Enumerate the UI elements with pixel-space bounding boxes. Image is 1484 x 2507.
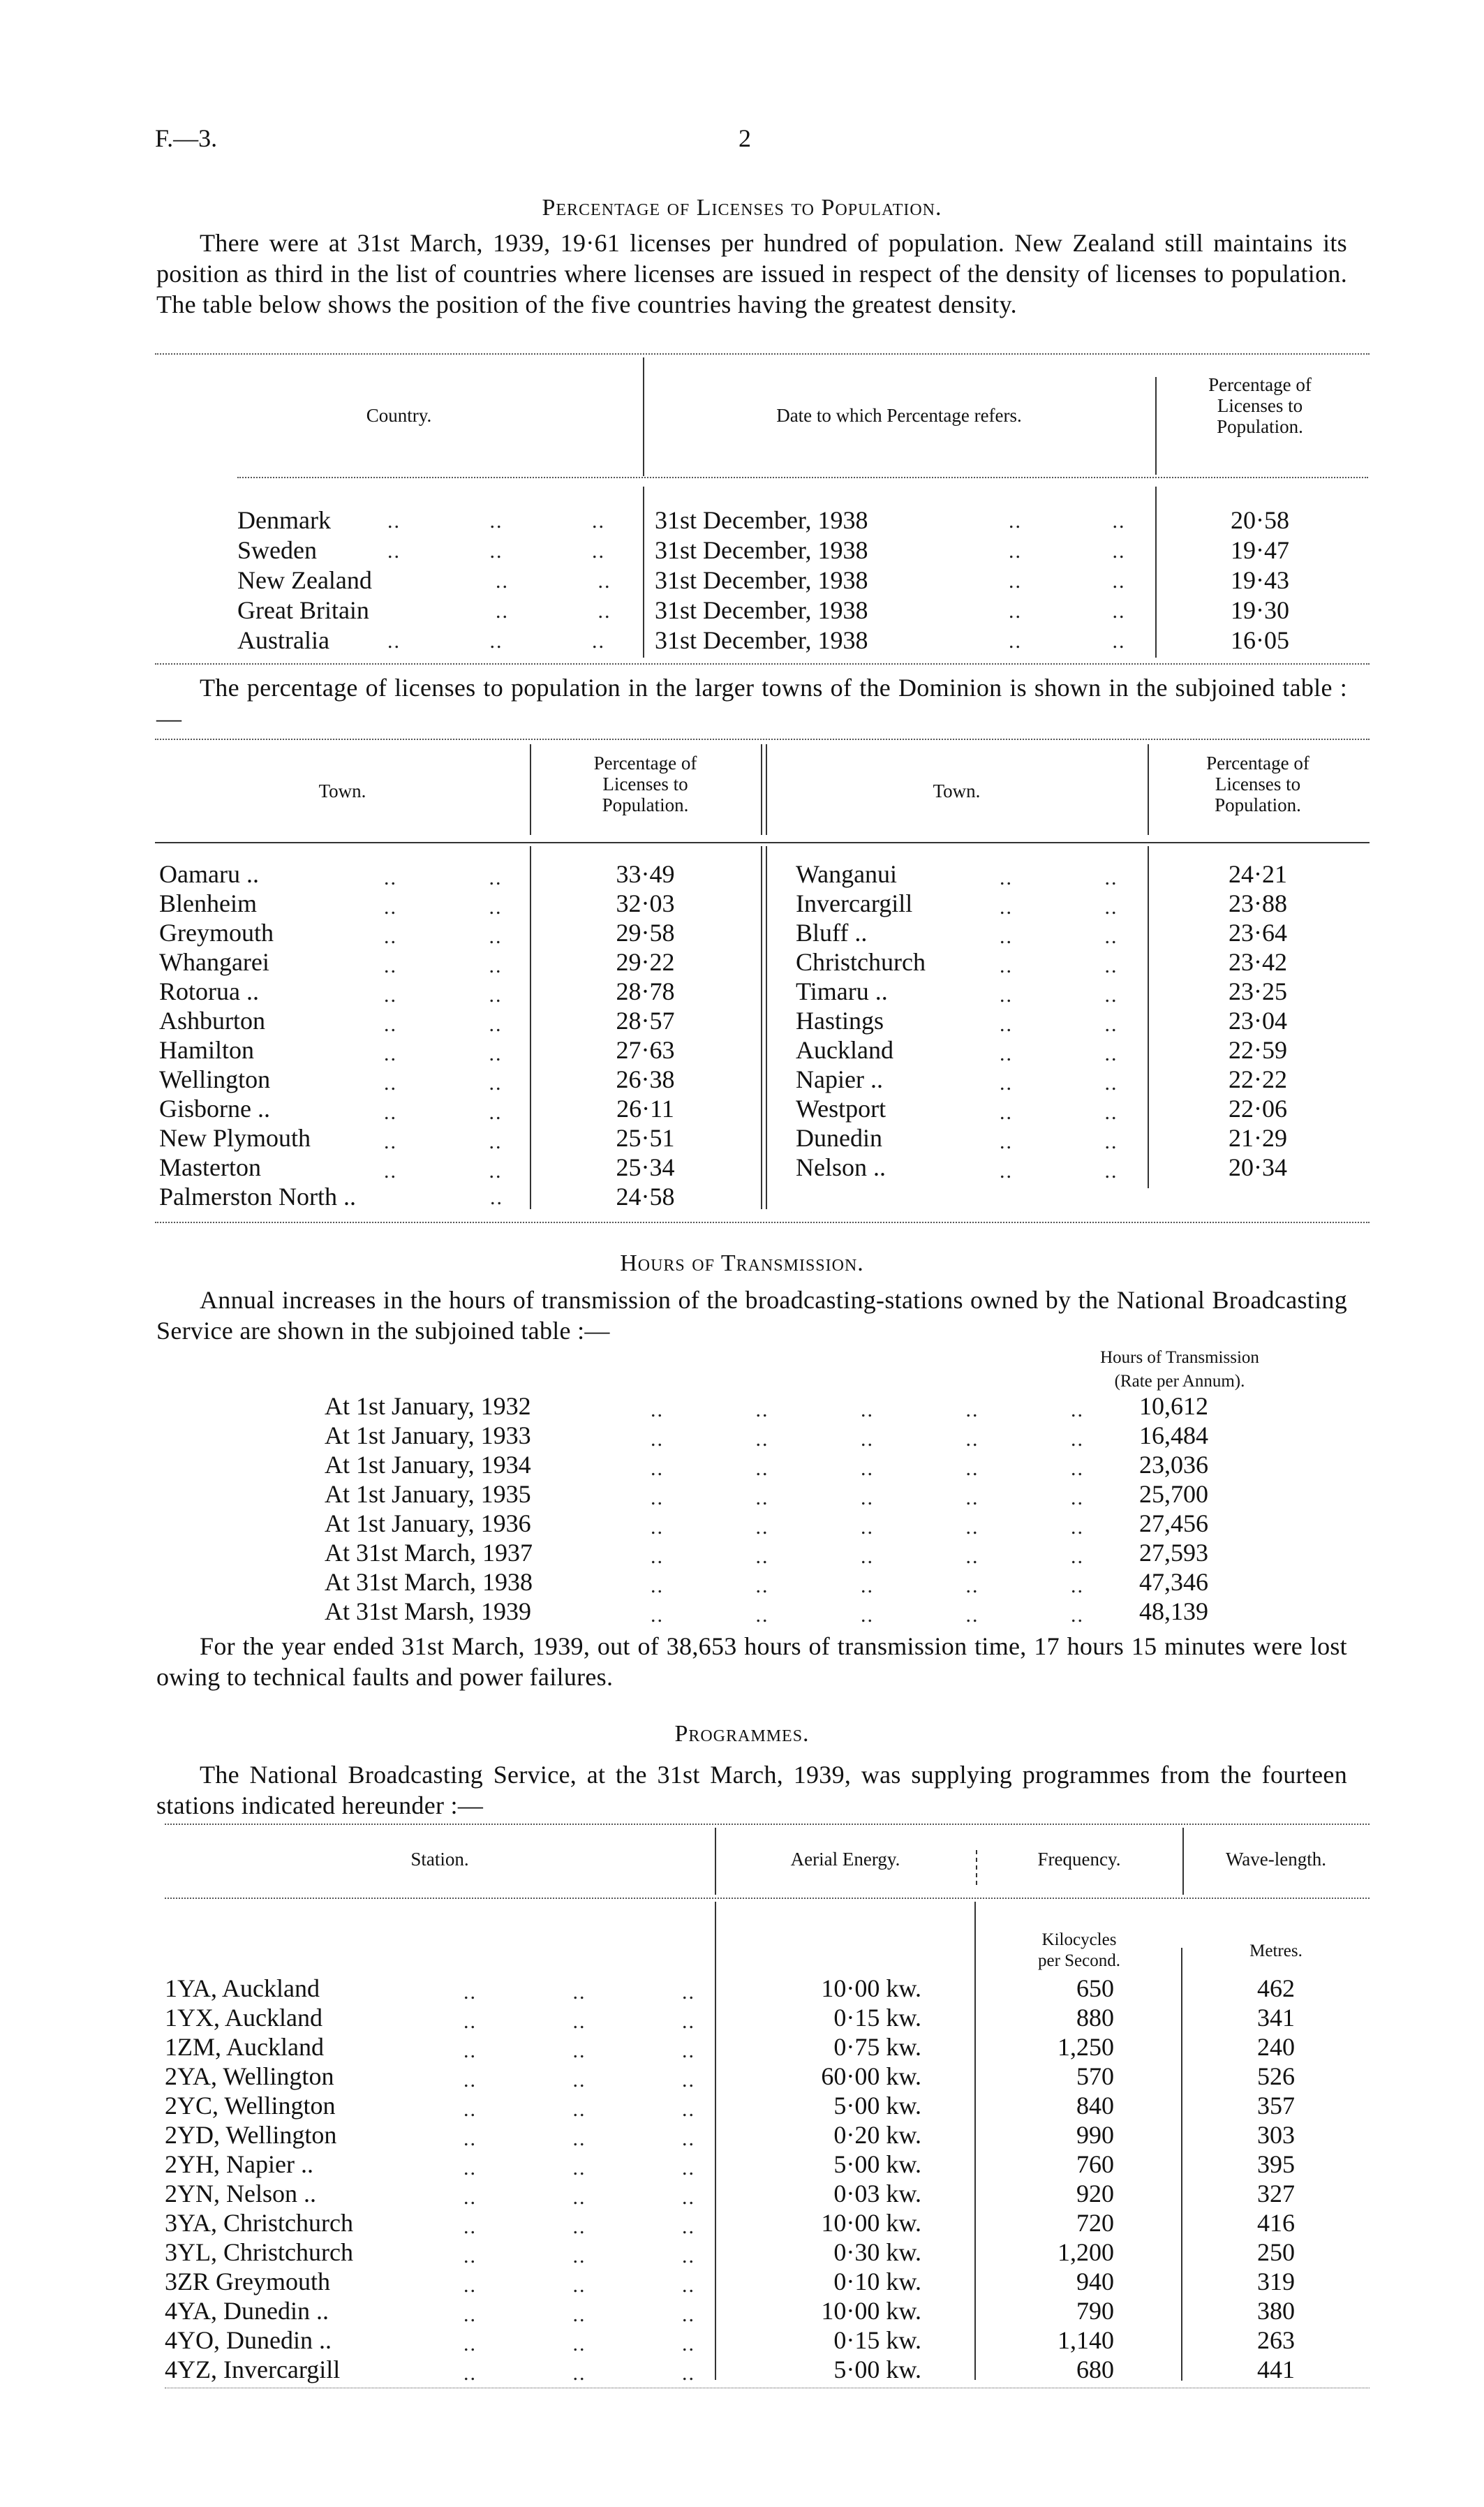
town-cell: Gisborne .. <box>159 1095 270 1123</box>
header-percentage-line: Percentage of <box>1206 753 1309 774</box>
frequency-cell: 760 <box>1076 2150 1114 2178</box>
station-cell: 4YO, Dunedin .. <box>165 2326 332 2354</box>
hours-row-label: At 1st January, 1932 <box>325 1392 531 1420</box>
hours-value: 47,346 <box>1139 1568 1208 1596</box>
hours-paragraph <box>156 1285 1347 1346</box>
dot-leader: .. .. <box>496 570 611 593</box>
station-cell: 2YN, Nelson .. <box>165 2180 316 2208</box>
percentage-cell: 19·43 <box>1231 566 1289 594</box>
town-cell: Timaru .. <box>796 977 888 1005</box>
aerial-energy-cell: 0·30 kw. <box>833 2238 921 2266</box>
frequency-cell: 680 <box>1076 2356 1114 2383</box>
aerial-energy-cell: 0·10 kw. <box>833 2268 921 2295</box>
percentage-cell: 27·63 <box>616 1036 675 1064</box>
percentage-cell: 20·34 <box>1229 1153 1287 1181</box>
percentage-cell: 26·11 <box>616 1095 674 1123</box>
header-percentage-line: Licenses to <box>1217 395 1303 416</box>
country-cell: Great Britain <box>237 596 369 624</box>
town-cell: Auckland <box>796 1036 893 1064</box>
header-aerial-energy: Aerial Energy. <box>790 1849 900 1870</box>
percentage-cell: 23·04 <box>1229 1007 1287 1035</box>
section-title-licenses: Percentage of Licenses to Population. <box>542 195 942 221</box>
wavelength-cell: 250 <box>1257 2238 1295 2266</box>
percentage-cell: 29·22 <box>616 948 675 976</box>
country-cell: Denmark <box>237 506 331 534</box>
station-cell: 2YH, Napier .. <box>165 2150 313 2178</box>
aerial-energy-cell: 5·00 kw. <box>833 2092 921 2120</box>
dot-leader-column: .. .. .. .. .. .. .. .. .. .. .. .. .. .. .. .. .. .. .. .. .. .. .. .. .. .. .. .. .. .. .. .. .. .. .. .. .. .. .. .. <box>651 1398 1084 1627</box>
date-cell: 31st December, 1938 <box>655 506 868 534</box>
country-cell: Australia <box>237 626 329 654</box>
town-cell: Bluff .. <box>796 919 868 947</box>
wavelength-unit: Metres. <box>1249 1942 1303 1960</box>
station-cell: 2YD, Wellington <box>165 2121 337 2149</box>
header-percentage-line: Population. <box>602 794 689 815</box>
percentage-cell: 20·58 <box>1231 506 1289 534</box>
date-cell: 31st December, 1938 <box>655 626 868 654</box>
date-cell: 31st December, 1938 <box>655 566 868 594</box>
percentage-cell: 23·64 <box>1229 919 1287 947</box>
column-divider <box>761 744 762 835</box>
aerial-energy-cell: 0·75 kw. <box>833 2033 921 2061</box>
aerial-energy-cell: 60·00 kw. <box>821 2062 921 2090</box>
station-cell: 4YZ, Invercargill <box>165 2356 341 2383</box>
hours-value: 25,700 <box>1139 1480 1208 1508</box>
frequency-cell: 1,200 <box>1058 2238 1114 2266</box>
dot-leader-column: .. .. .. .. .. .. .. .. .. .. .. .. .. .. .. .. .. .. .. .. .. .. <box>1000 866 1118 1183</box>
wavelength-cell: 319 <box>1257 2268 1295 2295</box>
percentage-cell: 21·29 <box>1229 1124 1287 1152</box>
station-cell: 3YL, Christchurch <box>165 2238 353 2266</box>
frequency-cell: 920 <box>1076 2180 1114 2208</box>
hours-row-label: At 1st January, 1935 <box>325 1480 531 1508</box>
percentage-cell: 29·58 <box>616 919 675 947</box>
wavelength-cell: 526 <box>1257 2062 1295 2090</box>
town-cell: Hamilton <box>159 1036 254 1064</box>
percentage-cell: 22·59 <box>1229 1036 1287 1064</box>
wavelength-cell: 462 <box>1257 1974 1295 2002</box>
percentage-cell: 23·25 <box>1229 977 1287 1005</box>
country-cell: New Zealand <box>237 566 372 594</box>
frequency-unit-line: per Second. <box>1037 1951 1121 1970</box>
date-cell: 31st December, 1938 <box>655 596 868 624</box>
town-cell: Masterton <box>159 1153 261 1181</box>
header-town-right: Town. <box>933 781 981 801</box>
station-cell: 2YC, Wellington <box>165 2092 336 2120</box>
aerial-energy-cell: 5·00 kw. <box>833 2150 921 2178</box>
wavelength-cell: 341 <box>1257 2004 1295 2032</box>
percentage-cell: 23·88 <box>1229 889 1287 917</box>
dot-leader: .. .. .. <box>387 510 605 533</box>
frequency-cell: 840 <box>1076 2092 1114 2120</box>
town-cell: Greymouth <box>159 919 274 947</box>
town-cell: Rotorua .. <box>159 977 259 1005</box>
hours-row-label: At 1st January, 1934 <box>325 1451 531 1479</box>
percentage-cell: 25·51 <box>616 1124 675 1152</box>
wavelength-cell: 357 <box>1257 2092 1295 2120</box>
percentage-cell: 16·05 <box>1231 626 1289 654</box>
dot-leader: .. .. <box>496 600 611 623</box>
town-cell: Palmerston North .. <box>159 1183 356 1211</box>
header-percentage-line: Licenses to <box>602 774 688 794</box>
percentage-cell: 28·78 <box>616 977 675 1005</box>
aerial-energy-cell: 0·15 kw. <box>833 2326 921 2354</box>
dot-leader-column: .. .. .. .. .. .. .. .. .. .. .. .. .. .. .. .. .. .. .. .. .. .. <box>384 866 503 1183</box>
percentage-cell: 19·30 <box>1231 596 1289 624</box>
hours-row-label: At 31st Marsh, 1939 <box>325 1597 531 1625</box>
date-cell: 31st December, 1938 <box>655 536 868 564</box>
aerial-energy-cell: 0·03 kw. <box>833 2180 921 2208</box>
table-top-rule <box>165 1824 1370 1825</box>
frequency-cell: 720 <box>1076 2209 1114 2237</box>
section-title-hours: Hours of Transmission. <box>620 1250 864 1276</box>
hours-value: 23,036 <box>1139 1451 1208 1479</box>
aerial-energy-cell: 10·00 kw. <box>821 2209 921 2237</box>
dot-leader: .. .. <box>1009 570 1126 593</box>
frequency-cell: 1,250 <box>1058 2033 1114 2061</box>
programmes-paragraph-text: The National Broadcasting Service, at the 31st March, 1939, was supplying programmes from the fourteen stations indicated hereunder :— <box>156 1761 1347 1819</box>
dot-leader: .. .. <box>1009 600 1126 623</box>
town-cell: Hastings <box>796 1007 884 1035</box>
town-cell: Whangarei <box>159 948 269 976</box>
station-cell: 3YA, Christchurch <box>165 2209 353 2237</box>
page-number: 2 <box>739 124 751 152</box>
towns-paragraph-text: The percentage of licenses to population in the larger towns of the Dominion is shown in the subjoined table :— <box>156 674 1347 732</box>
hours-value: 16,484 <box>1139 1421 1208 1449</box>
header-percentage-line: Population. <box>1217 416 1303 437</box>
header-bottom-rule <box>165 1898 1370 1899</box>
station-cell: 1YX, Auckland <box>165 2004 322 2032</box>
hours-row-label: At 1st January, 1936 <box>325 1509 531 1537</box>
hours-row-label: At 31st March, 1937 <box>325 1539 533 1567</box>
document-reference: F.—3. <box>155 124 218 152</box>
wavelength-cell: 240 <box>1257 2033 1295 2061</box>
town-cell: Dunedin <box>796 1124 882 1152</box>
station-cell: 1YA, Auckland <box>165 1974 320 2002</box>
frequency-cell: 790 <box>1076 2297 1114 2325</box>
header-percentage <box>1155 374 1365 437</box>
percentage-cell: 26·38 <box>616 1065 675 1093</box>
aerial-energy-cell: 10·00 kw. <box>821 2297 921 2325</box>
wavelength-cell: 395 <box>1257 2150 1295 2178</box>
frequency-cell: 990 <box>1076 2121 1114 2149</box>
hours-value: 27,456 <box>1139 1509 1208 1537</box>
aerial-energy-cell: 0·15 kw. <box>833 2004 921 2032</box>
table-top-rule <box>155 739 1370 740</box>
town-cell: Christchurch <box>796 948 926 976</box>
wavelength-cell: 416 <box>1257 2209 1295 2237</box>
licenses-paragraph-text: There were at 31st March, 1939, 19·61 licenses per hundred of population. New Zealand still maintains its position as third in the list of countries where licenses are issued in respect of the density of licenses to population. The table below shows the position of the five countries having the greatest density. <box>156 229 1347 318</box>
town-cell: Ashburton <box>159 1007 265 1035</box>
station-cell: 1ZM, Auckland <box>165 2033 324 2061</box>
header-country: Country. <box>366 405 432 426</box>
percentage-cell: 19·47 <box>1231 536 1289 564</box>
station-cell: 3ZR Greymouth <box>165 2268 330 2295</box>
header-bottom-rule <box>155 842 1370 843</box>
percentage-cell: 22·06 <box>1229 1095 1287 1123</box>
wavelength-cell: 441 <box>1257 2356 1295 2383</box>
wavelength-cell: 380 <box>1257 2297 1295 2325</box>
dot-leader-column: .. .. .. .. .. .. .. .. .. .. .. .. .. .. .. .. .. .. .. .. .. .. .. .. .. .. .. .. .. .. .. .. .. .. .. .. .. .. .. .. .. .. <box>463 1981 695 2385</box>
frequency-cell: 940 <box>1076 2268 1114 2295</box>
header-town-left: Town. <box>318 781 366 801</box>
aerial-energy-cell: 10·00 kw. <box>821 1974 921 2002</box>
frequency-cell: 1,140 <box>1058 2326 1114 2354</box>
dot-leader: .. <box>490 1186 503 1209</box>
town-cell: Westport <box>796 1095 886 1123</box>
licenses-paragraph <box>156 228 1347 320</box>
hours-column-header <box>1054 1346 1305 1393</box>
dot-leader: .. .. <box>1009 630 1126 653</box>
aerial-energy-cell: 0·20 kw. <box>833 2121 921 2149</box>
wavelength-cell: 327 <box>1257 2180 1295 2208</box>
header-station: Station. <box>410 1849 469 1870</box>
percentage-cell: 24·58 <box>616 1183 675 1211</box>
table-bottom-rule <box>155 1222 1370 1223</box>
hours-header-line: Hours of Transmission <box>1100 1348 1259 1367</box>
town-cell: Oamaru .. <box>159 860 259 888</box>
header-frequency: Frequency. <box>1037 1849 1121 1870</box>
station-cell: 2YA, Wellington <box>165 2062 334 2090</box>
hours-note-text: For the year ended 31st March, 1939, out of 38,653 hours of transmission time, 17 hours 15 minutes were lost owing to technical faults and power failures. <box>156 1632 1347 1691</box>
town-cell: Nelson .. <box>796 1153 886 1181</box>
hours-value: 48,139 <box>1139 1597 1208 1625</box>
frequency-cell: 570 <box>1076 2062 1114 2090</box>
aerial-energy-cell: 5·00 kw. <box>833 2356 921 2383</box>
town-cell: Napier .. <box>796 1065 883 1093</box>
percentage-cell: 23·42 <box>1229 948 1287 976</box>
percentage-cell: 32·03 <box>616 889 675 917</box>
hours-value: 10,612 <box>1139 1392 1208 1420</box>
header-percentage-line: Percentage of <box>1208 374 1312 395</box>
header-wavelength: Wave-length. <box>1225 1849 1327 1870</box>
station-cell: 4YA, Dunedin .. <box>165 2297 329 2325</box>
hours-row-label: At 1st January, 1933 <box>325 1421 531 1449</box>
town-cell: Blenheim <box>159 889 257 917</box>
percentage-cell: 28·57 <box>616 1007 675 1035</box>
towns-paragraph <box>156 672 1347 734</box>
programmes-paragraph <box>156 1759 1347 1821</box>
header-percentage-line: Licenses to <box>1215 774 1301 794</box>
frequency-unit <box>976 1930 1182 1972</box>
town-cell: Invercargill <box>796 889 913 917</box>
header-percentage-line: Percentage of <box>593 753 697 774</box>
header-percentage-left <box>530 753 761 815</box>
header-date: Date to which Percentage refers. <box>776 405 1022 426</box>
column-divider <box>761 846 762 1209</box>
wavelength-cell: 303 <box>1257 2121 1295 2149</box>
percentage-cell: 33·49 <box>616 860 675 888</box>
frequency-unit-line: Kilocycles <box>1041 1930 1117 1949</box>
dot-leader: .. .. <box>1009 510 1126 533</box>
frequency-cell: 650 <box>1076 1974 1114 2002</box>
percentage-cell: 24·21 <box>1229 860 1287 888</box>
town-cell: New Plymouth <box>159 1124 311 1152</box>
header-percentage-right <box>1148 753 1368 815</box>
header-bottom-rule <box>237 477 1368 478</box>
table-top-rule <box>155 353 1370 355</box>
country-cell: Sweden <box>237 536 317 564</box>
section-title-programmes: Programmes. <box>674 1721 810 1747</box>
dot-leader: .. .. .. <box>387 630 605 653</box>
table-bottom-rule <box>155 663 1370 665</box>
hours-header-line: (Rate per Annum). <box>1114 1372 1245 1391</box>
hours-paragraph-text: Annual increases in the hours of transmission of the broadcasting-stations owned by the National Broadcasting Service are shown in the subjoined table :— <box>156 1286 1347 1345</box>
hours-value: 27,593 <box>1139 1539 1208 1567</box>
frequency-cell: 880 <box>1076 2004 1114 2032</box>
column-divider <box>766 846 767 1209</box>
percentage-cell: 22·22 <box>1229 1065 1287 1093</box>
hours-note <box>156 1631 1347 1692</box>
header-percentage-line: Population. <box>1215 794 1301 815</box>
wavelength-cell: 263 <box>1257 2326 1295 2354</box>
dot-leader: .. .. .. <box>387 540 605 563</box>
hours-row-label: At 31st March, 1938 <box>325 1568 533 1596</box>
column-divider <box>643 487 644 658</box>
town-cell: Wellington <box>159 1065 271 1093</box>
dot-leader: .. .. <box>1009 540 1126 563</box>
town-cell: Wanganui <box>796 860 898 888</box>
percentage-cell: 25·34 <box>616 1153 675 1181</box>
